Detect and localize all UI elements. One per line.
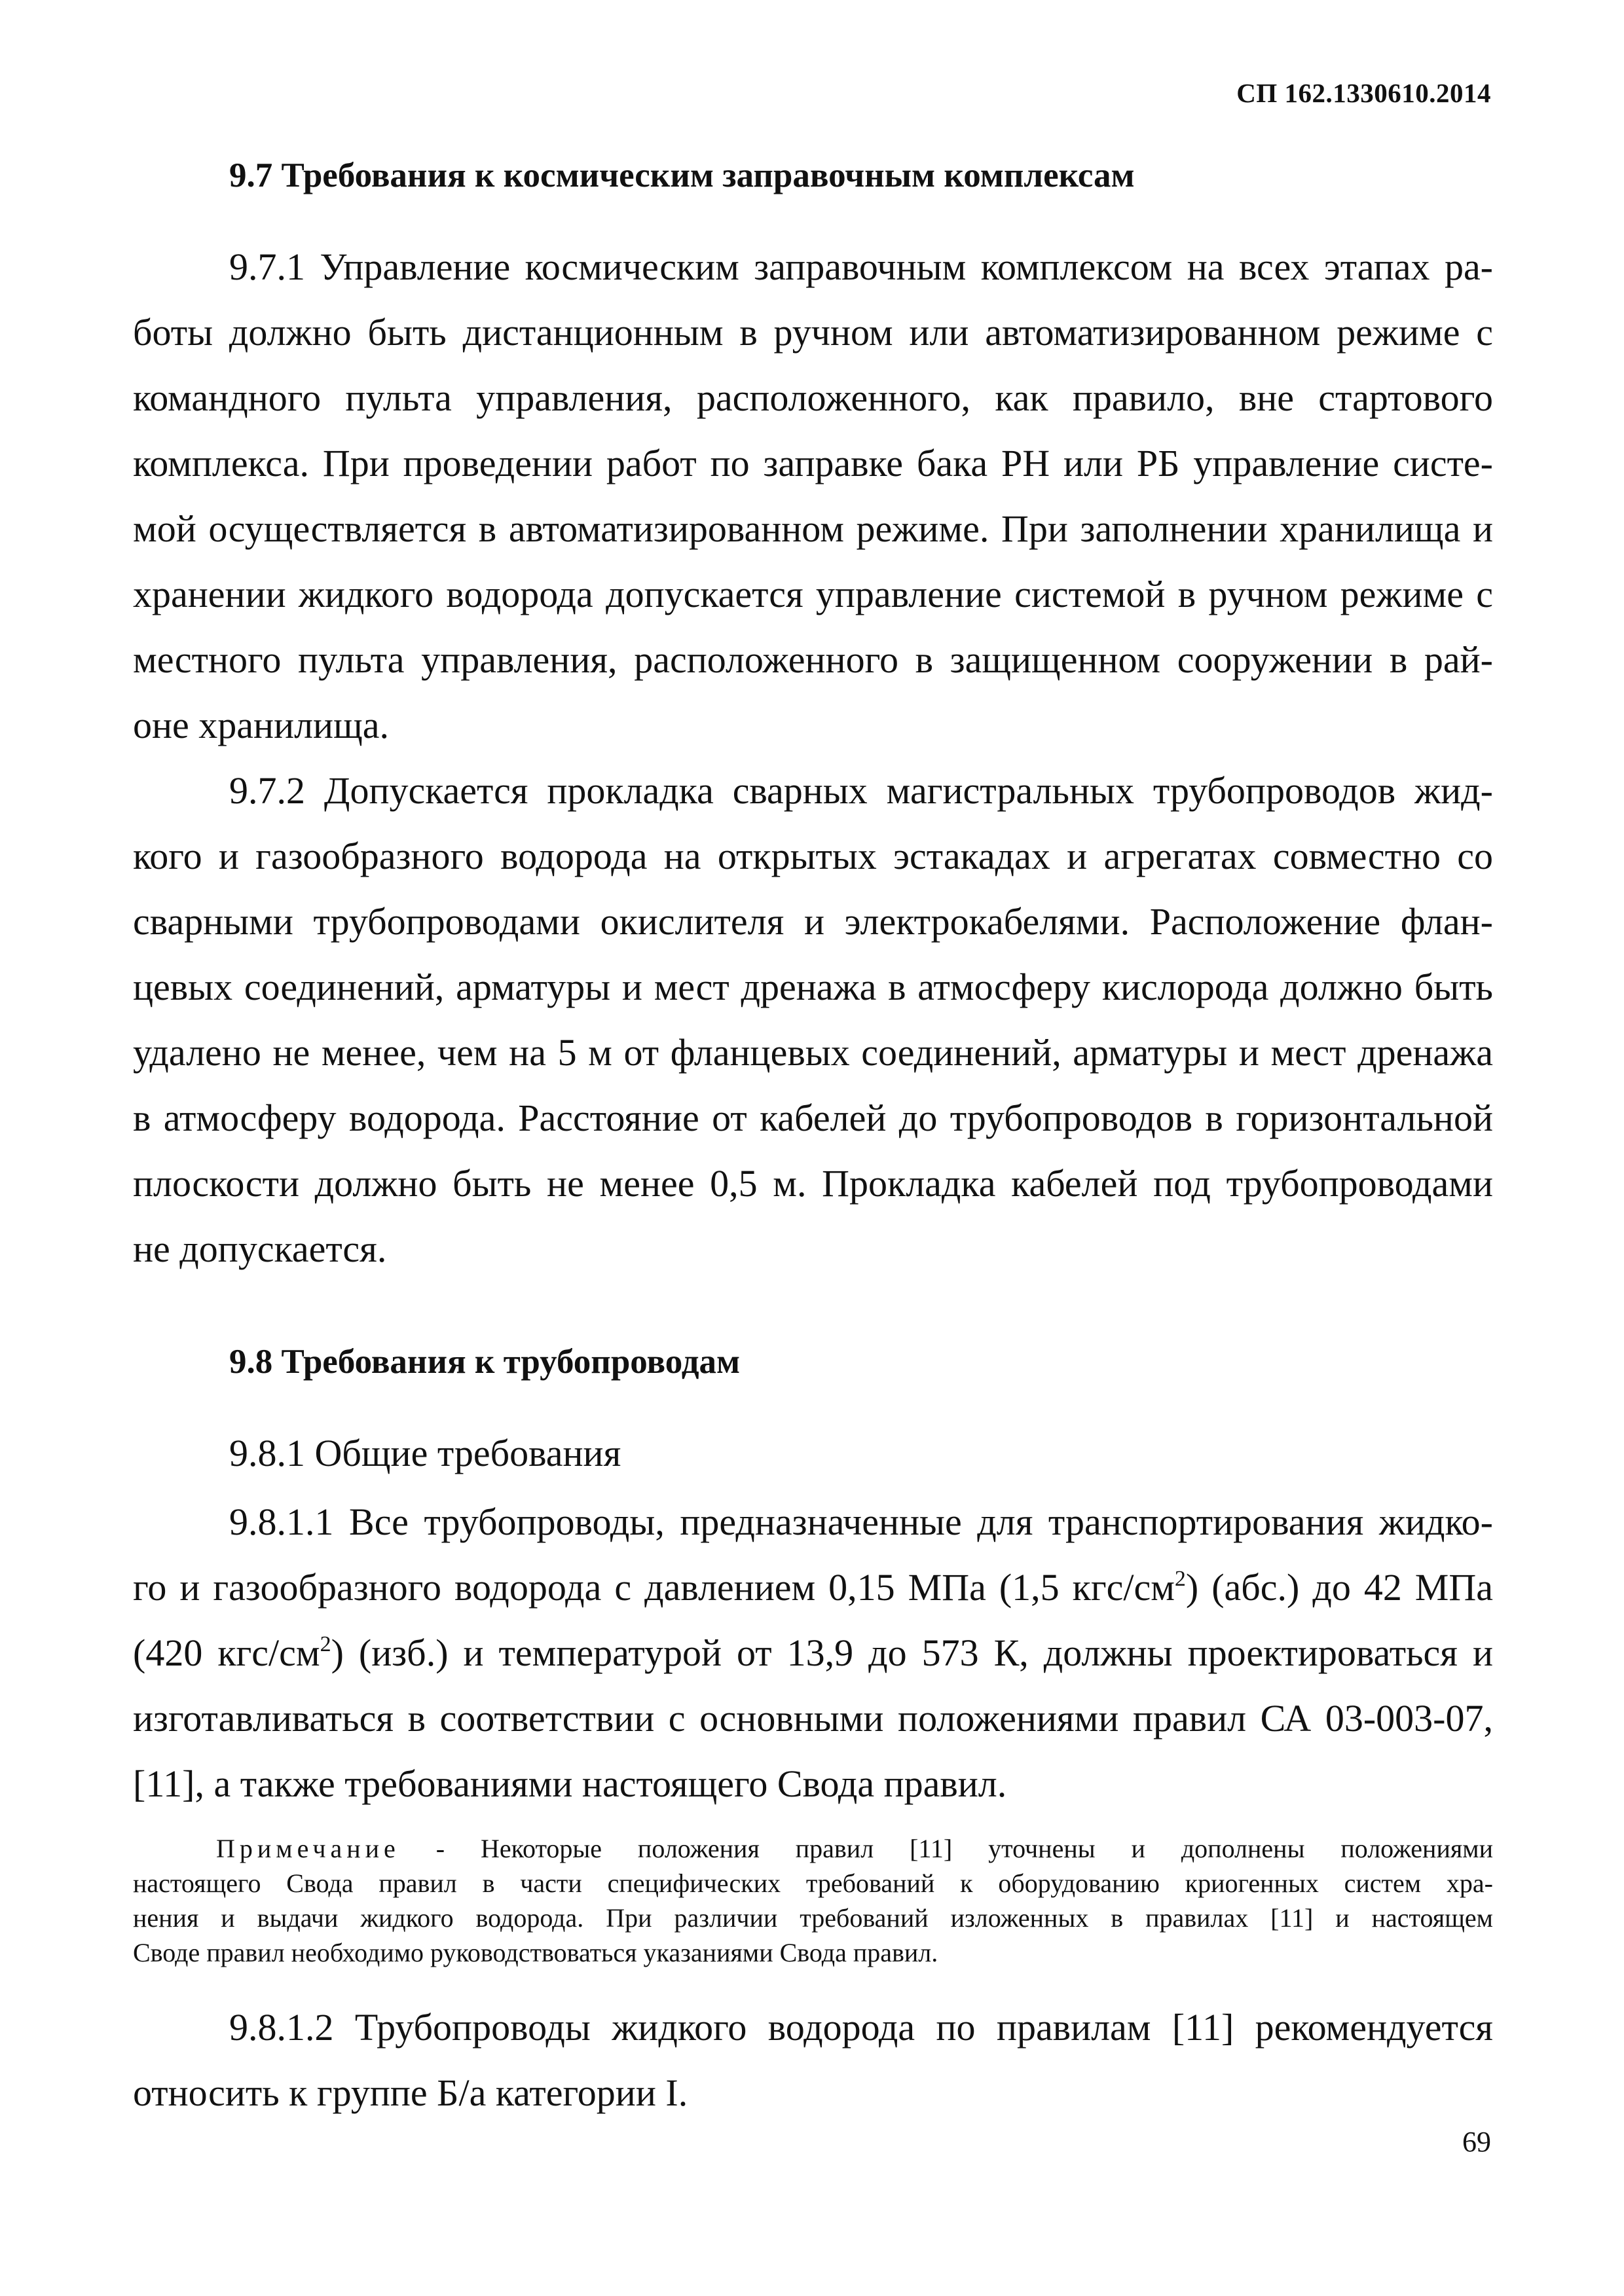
note-line: нения и выдачи жидкого водорода. При различии требований изложенных в правилах [11] и настоящем <box>133 1903 1493 1933</box>
note-line <box>216 1833 1493 1865</box>
paragraph-line: мой осуществляется в автоматизированном режиме. При заполнении хранилища и <box>133 507 1493 550</box>
paragraph-line-with-superscript <box>133 1630 1493 1676</box>
paragraph-line: боты должно быть дистанционным в ручном или автоматизированном режиме с <box>133 311 1493 354</box>
paragraph-line: цевых соединений, арматуры и мест дренажа в атмосферу кислорода должно быть <box>133 966 1493 1008</box>
paragraph-line: не допускается. <box>133 1228 387 1270</box>
text-run: ) (абс.) до 42 МПа <box>1185 1566 1493 1609</box>
paragraph-line: кого и газообразного водорода на открытых эстакадах и агрегатах совместно со <box>133 835 1493 877</box>
note-dash: - <box>399 1834 481 1863</box>
subsection-title: 9.8.1 Общие требования <box>229 1432 621 1474</box>
section-heading-9-8: 9.8 Требования к трубопроводам <box>229 1343 741 1381</box>
paragraph-line: комплекса. При проведении работ по заправке бака РН или РБ управление систе- <box>133 442 1493 484</box>
text-run: го и газообразного водорода с давлением 0,15 МПа (1,5 кгс/см <box>133 1566 1175 1609</box>
paragraph-line: 9.8.1.1 Все трубопроводы, предназначенные для транспортирования жидко- <box>229 1501 1493 1543</box>
text-run: (420 кгс/см <box>133 1631 320 1674</box>
paragraph-line: местного пульта управления, расположенного в защищенном сооружении в рай- <box>133 638 1493 681</box>
superscript: 2 <box>320 1632 331 1656</box>
note-text: Некоторые положения правил [11] уточнены и дополнены положениями <box>480 1834 1493 1863</box>
paragraph-line: плоскости должно быть не менее 0,5 м. Прокладка кабелей под трубопроводами <box>133 1162 1493 1205</box>
paragraph-line: оне хранилища. <box>133 704 389 746</box>
paragraph-line: хранении жидкого водорода допускается управление системой в ручном режиме с <box>133 573 1493 615</box>
paragraph-line: 9.7.2 Допускается прокладка сварных магистральных трубопроводов жид- <box>229 769 1493 812</box>
paragraph-line: командного пульта управления, расположенного, как правило, вне стартового <box>133 376 1493 419</box>
paragraph-line: 9.8.1.2 Трубопроводы жидкого водорода по правилам [11] рекомендуется <box>229 2006 1493 2049</box>
note-line: Своде правил необходимо руководствоваться указаниями Свода правил. <box>133 1938 938 1967</box>
document-code: СП 162.1330610.2014 <box>1236 78 1491 108</box>
note-label: Примечание <box>216 1834 400 1863</box>
paragraph-line-with-superscript <box>133 1565 1493 1611</box>
text-run: ) (изб.) и температурой от 13,9 до 573 К, должны проектироваться и <box>331 1631 1493 1674</box>
paragraph-line: изготавливаться в соответствии с основными положениями правил СА 03-003-07, <box>133 1697 1493 1740</box>
page-number: 69 <box>1462 2126 1491 2158</box>
paragraph-line: [11], а также требованиями настоящего Свода правил. <box>133 1762 1007 1805</box>
paragraph-line: 9.7.1 Управление космическим заправочным комплексом на всех этапах ра- <box>229 246 1493 288</box>
superscript: 2 <box>1174 1567 1186 1591</box>
paragraph-line: относить к группе Б/а категории I. <box>133 2071 688 2114</box>
paragraph-line: в атмосферу водорода. Расстояние от кабелей до трубопроводов в горизонтальной <box>133 1097 1493 1139</box>
section-heading-9-7: 9.7 Требования к космическим заправочным комплексам <box>229 156 1135 194</box>
paragraph-line: сварными трубопроводами окислителя и электрокабелями. Расположение флан- <box>133 900 1493 943</box>
paragraph-line: удалено не менее, чем на 5 м от фланцевых соединений, арматуры и мест дренажа <box>133 1031 1493 1074</box>
note-line: настоящего Свода правил в части специфических требований к оборудованию криогенных систем хра- <box>133 1868 1493 1898</box>
